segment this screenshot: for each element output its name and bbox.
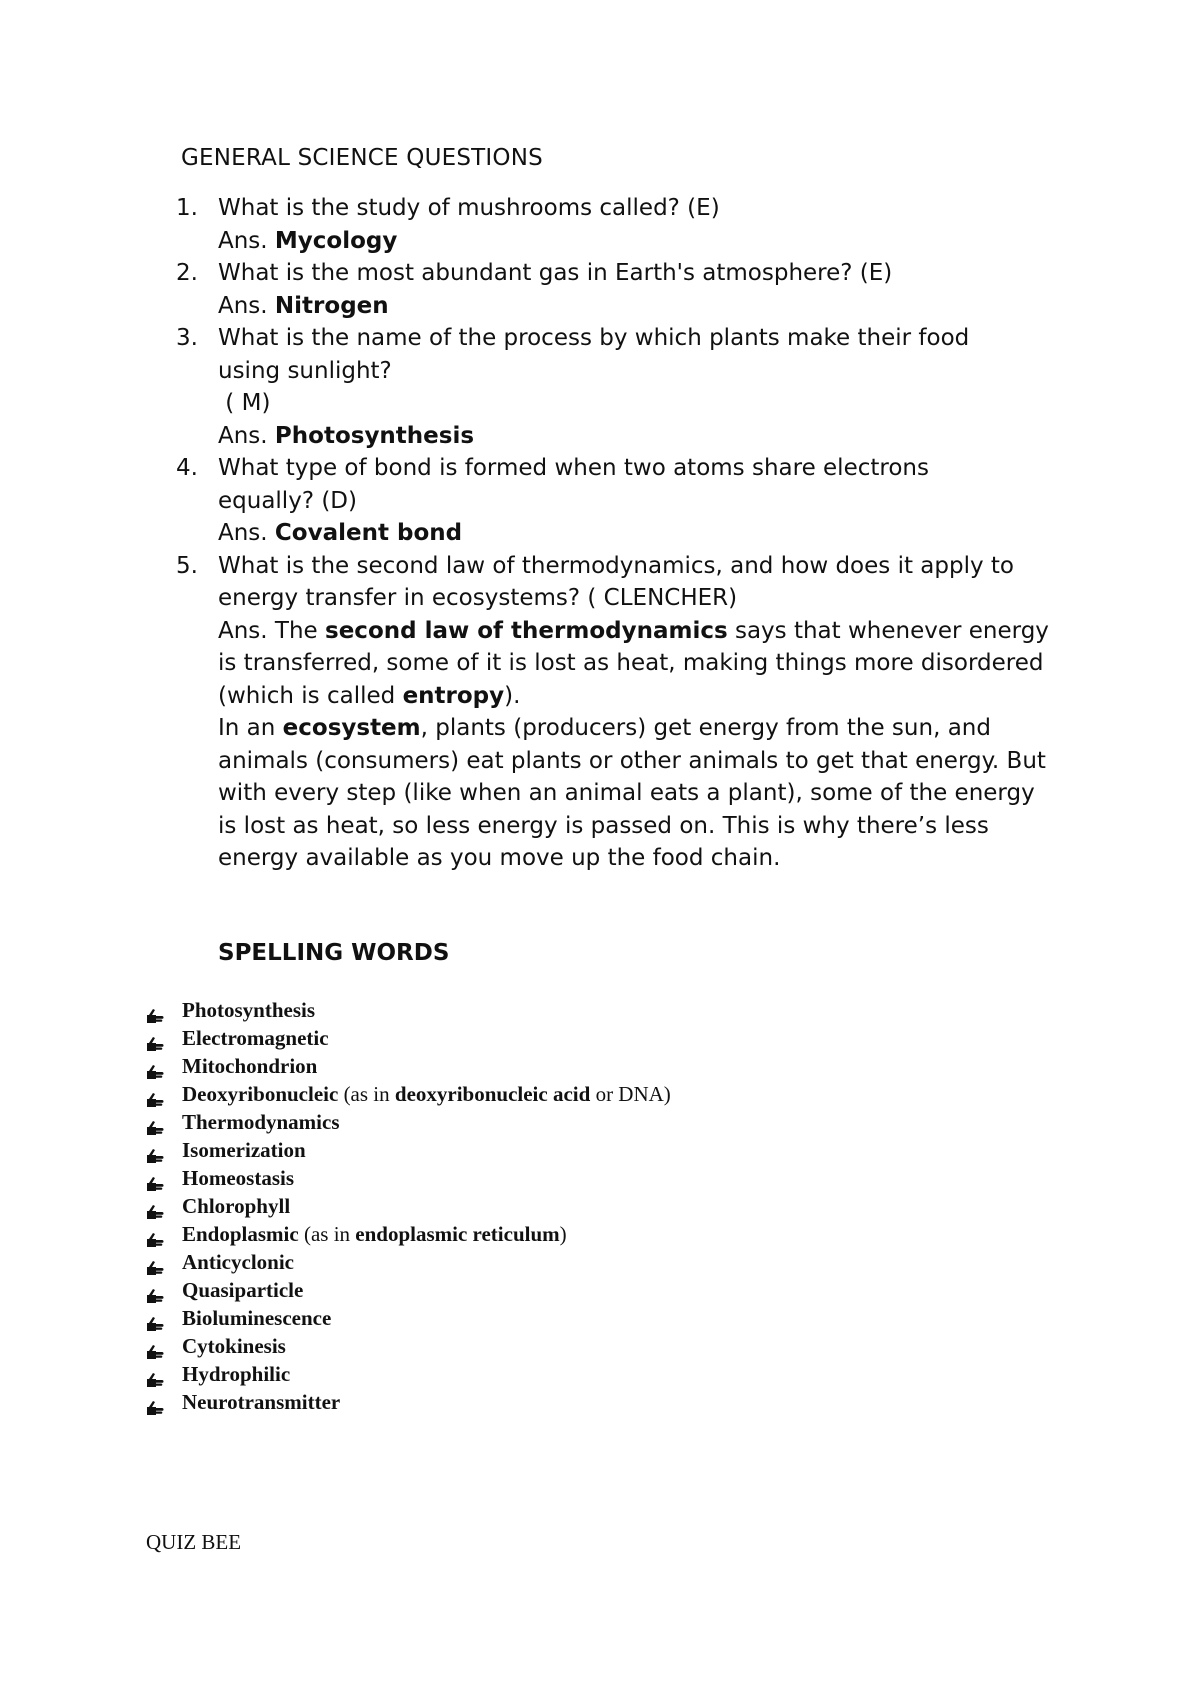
pointing-hand-icon bbox=[146, 1339, 164, 1355]
difficulty-level: ( M) bbox=[218, 390, 271, 416]
spelling-list bbox=[146, 996, 671, 1416]
spelling-note-term: endoplasmic reticulum bbox=[355, 1222, 560, 1246]
pointing-hand-icon bbox=[146, 1199, 164, 1215]
spelling-note: or DNA) bbox=[595, 1082, 671, 1106]
footer-label: QUIZ BEE bbox=[146, 1530, 242, 1554]
question-number: 4. bbox=[176, 455, 198, 481]
spelling-word: Bioluminescence bbox=[182, 1306, 332, 1330]
question-number: 5. bbox=[176, 552, 198, 579]
spelling-heading: SPELLING WORDS bbox=[218, 940, 450, 966]
spelling-item bbox=[146, 1080, 671, 1108]
spelling-word: Mitochondrion bbox=[182, 1054, 318, 1078]
answer-line bbox=[218, 420, 1076, 453]
spelling-item bbox=[146, 1024, 671, 1052]
page-title: GENERAL SCIENCE QUESTIONS bbox=[181, 145, 543, 171]
answer-line bbox=[218, 517, 1076, 550]
question-number: 3. bbox=[176, 325, 198, 351]
answer-text: , plants (producers) get energy from the sun, and animals (consumers) eat plants or other animals to get that energy. But with every step (like when an animal eats a plant), some of the energy is lost as heat, so less energy is passed on. This is why there’s less energy available as you move up the food chain. bbox=[218, 715, 1046, 871]
spelling-item bbox=[146, 1052, 671, 1080]
question-text: What is the name of the process by which plants make their food using sunlight? bbox=[218, 325, 970, 384]
answer-prefix: Ans. bbox=[218, 227, 268, 254]
question-number: 1. bbox=[176, 195, 198, 221]
spelling-word: Isomerization bbox=[182, 1138, 306, 1162]
spelling-word: Photosynthesis bbox=[182, 998, 316, 1022]
spelling-item bbox=[146, 1108, 671, 1136]
pointing-hand-icon bbox=[146, 1003, 164, 1019]
question-item bbox=[176, 257, 1076, 322]
pointing-hand-icon bbox=[146, 1227, 164, 1243]
answer-emphasis: ecosystem bbox=[282, 715, 421, 741]
spelling-word: Quasiparticle bbox=[182, 1278, 304, 1302]
answer-text: says that whenever energy is transferred, some of it is lost as heat, making things more disordered (which is called bbox=[218, 617, 1049, 709]
question-text: What is the most abundant gas in Earth's atmosphere? (E) bbox=[218, 260, 893, 286]
pointing-hand-icon bbox=[146, 1115, 164, 1131]
answer-emphasis: second law of thermodynamics bbox=[325, 617, 728, 644]
answer-text: Photosynthesis bbox=[274, 422, 475, 449]
question-text: What type of bond is formed when two atoms share electrons equally? (D) bbox=[218, 455, 929, 514]
spelling-item bbox=[146, 1192, 671, 1220]
spelling-item bbox=[146, 996, 671, 1024]
spelling-word: Homeostasis bbox=[182, 1166, 294, 1190]
spelling-word: Electromagnetic bbox=[182, 1026, 329, 1050]
answer-paragraph bbox=[218, 712, 1058, 875]
spelling-item bbox=[146, 1388, 671, 1416]
answer-prefix: Ans. bbox=[218, 520, 268, 546]
question-text: What is the study of mushrooms called? (E) bbox=[218, 195, 720, 221]
pointing-hand-icon bbox=[146, 1367, 164, 1383]
spelling-word: Hydrophilic bbox=[182, 1362, 291, 1386]
spelling-note: ) bbox=[559, 1222, 567, 1246]
pointing-hand-icon bbox=[146, 1283, 164, 1299]
answer-prefix: Ans. bbox=[218, 292, 268, 319]
question-item bbox=[176, 452, 1076, 550]
answer-emphasis: entropy bbox=[402, 682, 505, 709]
pointing-hand-icon bbox=[146, 1395, 164, 1411]
question-number: 2. bbox=[176, 260, 198, 286]
spelling-item bbox=[146, 1164, 671, 1192]
pointing-hand-icon bbox=[146, 1171, 164, 1187]
spelling-item bbox=[146, 1332, 671, 1360]
answer-text: ). bbox=[504, 682, 521, 709]
spelling-word: Deoxyribonucleic bbox=[182, 1082, 339, 1106]
answer-line bbox=[218, 225, 1076, 258]
spelling-item bbox=[146, 1304, 671, 1332]
question-list bbox=[176, 192, 1076, 875]
pointing-hand-icon bbox=[146, 1031, 164, 1047]
spelling-word: Thermodynamics bbox=[182, 1110, 340, 1134]
spelling-item bbox=[146, 1248, 671, 1276]
answer-line bbox=[218, 290, 1076, 323]
answer-prefix: Ans. bbox=[218, 422, 268, 449]
spelling-item bbox=[146, 1276, 671, 1304]
pointing-hand-icon bbox=[146, 1059, 164, 1075]
question-item bbox=[176, 322, 1076, 452]
spelling-word: Anticyclonic bbox=[182, 1250, 294, 1274]
spelling-word: Cytokinesis bbox=[182, 1334, 286, 1358]
spelling-word: Neurotransmitter bbox=[182, 1390, 341, 1414]
spelling-note: (as in bbox=[343, 1082, 390, 1106]
spelling-note-term: deoxyribonucleic acid bbox=[394, 1082, 591, 1106]
spelling-word: Endoplasmic bbox=[182, 1222, 299, 1246]
question-item bbox=[176, 192, 1076, 257]
question-text: What is the second law of thermodynamics, and how does it apply to energy transfer in ecosystems? ( CLENCHER) bbox=[218, 552, 1014, 611]
pointing-hand-icon bbox=[146, 1255, 164, 1271]
answer-text: Mycology bbox=[274, 227, 398, 254]
answer-paragraph bbox=[218, 615, 1058, 713]
question-item bbox=[176, 550, 1058, 875]
spelling-note: (as in bbox=[303, 1222, 351, 1246]
spelling-item bbox=[146, 1220, 671, 1248]
pointing-hand-icon bbox=[146, 1087, 164, 1103]
pointing-hand-icon bbox=[146, 1143, 164, 1159]
pointing-hand-icon bbox=[146, 1311, 164, 1327]
spelling-item bbox=[146, 1360, 671, 1388]
answer-text: In an bbox=[218, 715, 276, 741]
spelling-item bbox=[146, 1136, 671, 1164]
answer-text: Covalent bond bbox=[274, 520, 463, 546]
answer-text: Nitrogen bbox=[274, 292, 389, 319]
spelling-word: Chlorophyll bbox=[182, 1194, 291, 1218]
answer-prefix: Ans. The bbox=[218, 617, 318, 644]
